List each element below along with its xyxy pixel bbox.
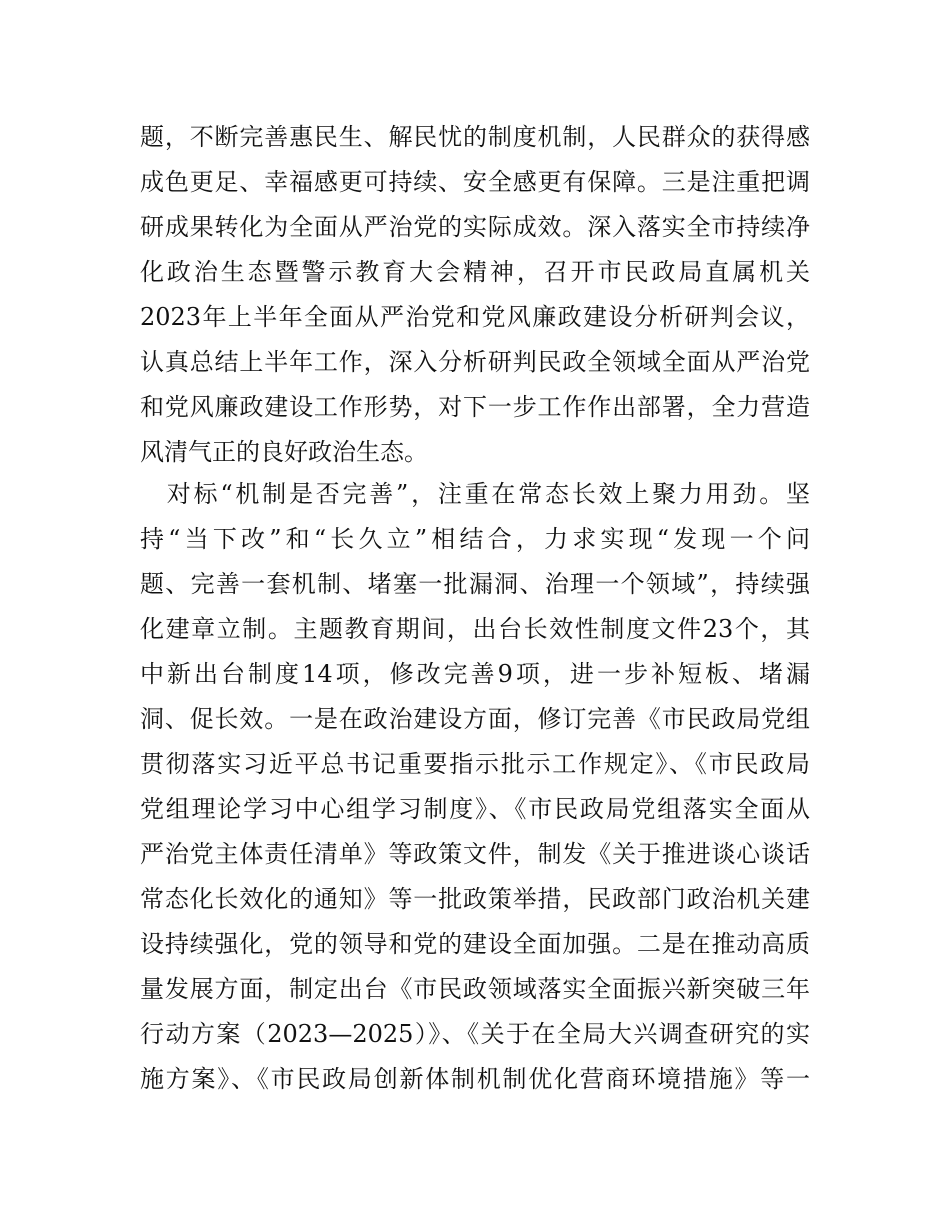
paragraph-1-line: 风清气正的良好政治生态。 <box>140 438 428 466</box>
paragraph-2-line: 党组理论学习中心组学习制度》、《市民政局党组落实全面从 <box>140 795 810 823</box>
paragraph-2-line: 行动方案（2023—2025）》、《关于在全局大兴调查研究的实 <box>140 1020 810 1048</box>
paragraph-2 <box>140 472 810 1102</box>
paragraph-2-line: 量发展方面，制定出台《市民政领域落实全面振兴新突破三年 <box>140 975 810 1003</box>
paragraph-2-line: 持“当下改”和“长久立”相结合，力求实现“发现一个问 <box>140 525 810 553</box>
paragraph-2-line: 洞、促长效。一是在政治建设方面，修订完善《市民政局党组 <box>140 705 810 733</box>
paragraph-2-line: 贯彻落实习近平总书记重要指示批示工作规定》、《市民政局 <box>140 750 810 778</box>
paragraph-1-line: 2023年上半年全面从严治党和党风廉政建设分析研判会议， <box>140 303 810 331</box>
paragraph-1-line: 研成果转化为全面从严治党的实际成效。深入落实全市持续净 <box>140 213 810 241</box>
paragraph-1-line: 认真总结上半年工作，深入分析研判民政全领域全面从严治党 <box>140 348 810 376</box>
paragraph-2-line: 题、完善一套机制、堵塞一批漏洞、治理一个领域”，持续强 <box>140 570 810 598</box>
paragraph-1-line: 和党风廉政建设工作形势，对下一步工作作出部署，全力营造 <box>140 393 810 421</box>
paragraph-1-line: 成色更足、幸福感更可持续、安全感更有保障。三是注重把调 <box>140 168 810 196</box>
paragraph-1 <box>140 115 810 475</box>
paragraph-2-line: 设持续强化，党的领导和党的建设全面加强。二是在推动高质 <box>140 930 810 958</box>
paragraph-1-line: 化政治生态暨警示教育大会精神，召开市民政局直属机关 <box>140 258 810 286</box>
paragraph-2-line: 对标“机制是否完善”，注重在常态长效上聚力用劲。坚 <box>140 480 810 508</box>
paragraph-2-line: 中新出台制度14项，修改完善9项，进一步补短板、堵漏 <box>140 660 810 688</box>
paragraph-1-line: 题，不断完善惠民生、解民忧的制度机制，人民群众的获得感 <box>140 123 810 151</box>
paragraph-2-line: 施方案》、《市民政局创新体制机制优化营商环境措施》等一 <box>140 1065 810 1093</box>
paragraph-2-line: 常态化长效化的通知》等一批政策举措，民政部门政治机关建 <box>140 885 810 913</box>
paragraph-2-line: 化建章立制。主题教育期间，出台长效性制度文件23个，其 <box>140 615 810 643</box>
paragraph-2-line: 严治党主体责任清单》等政策文件，制发《关于推进谈心谈话 <box>140 840 810 868</box>
